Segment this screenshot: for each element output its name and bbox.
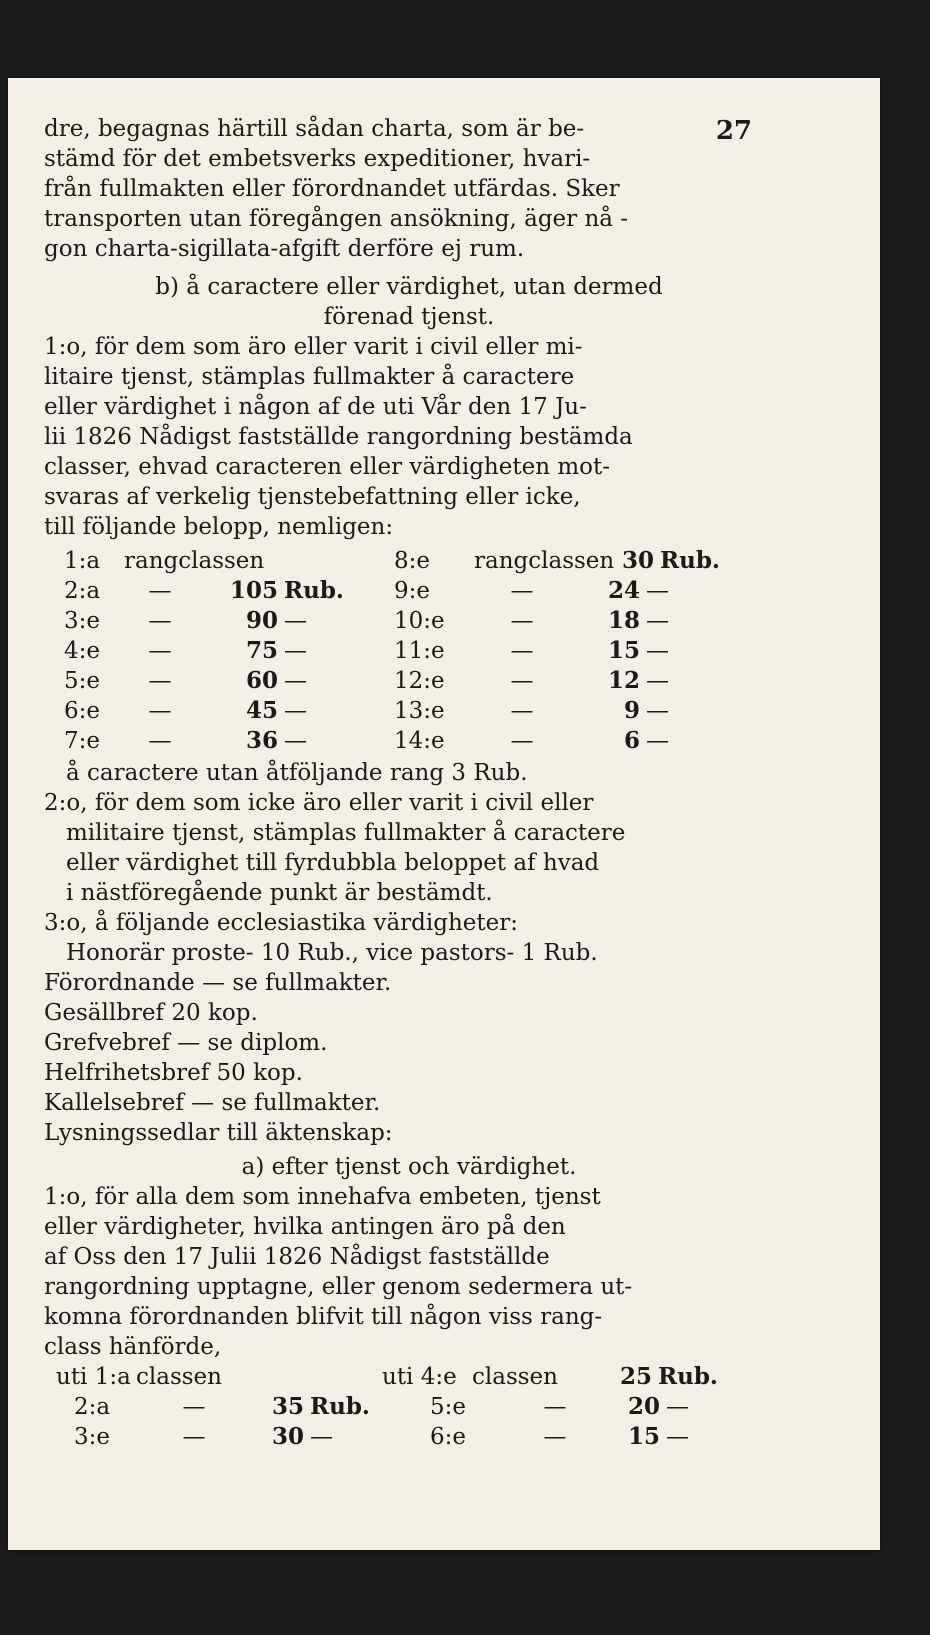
text-line: Helfrihetsbref 50 kop. [44,1060,303,1086]
cell: 3:e [64,608,100,634]
cell: — [510,608,534,634]
text-line: svaras af verkelig tjenstebefattning eller icke, [44,484,581,510]
section-heading-b [44,272,774,332]
text-line: till följande belopp, nemligen: [44,514,394,540]
cell: Rub. [658,1363,718,1390]
cell: — [148,638,172,664]
cell: — [510,728,534,754]
cell: 45 [245,697,278,724]
cell: 90 [245,607,278,634]
cell: 18 [607,607,640,634]
cell: 3:e [74,1424,110,1450]
cell: 105 [229,577,278,604]
text-line: Kallelsebref — se fullmakter. [44,1090,381,1116]
cell: 5:e [430,1394,466,1420]
cell: Rub. [660,547,720,574]
cell: — [646,698,669,724]
cell: — [148,608,172,634]
cell: 15 [607,637,640,664]
cell: — [284,608,307,634]
text-line: 1:o, för dem som äro eller varit i civil eller mi- [44,334,583,360]
rang-table [44,546,774,756]
cell: — [543,1394,567,1420]
cell: — [284,668,307,694]
cell: 14:e [394,728,445,754]
cell: classen [472,1364,558,1390]
cell: — [666,1424,689,1450]
text-line: eller värdighet till fyrdubbla beloppet af hvad [66,850,600,876]
cell: — [510,698,534,724]
paragraph-1o [44,332,774,542]
cell: Rub. [284,577,344,604]
table-row [44,546,774,576]
text-line: af Oss den 17 Julii 1826 Nådigst fastställde [44,1244,550,1270]
text-line: Honorär proste- 10 Rub., vice pastors- 1 Rub. [66,940,598,966]
text-line: stämd för det embetsverks expeditioner, hvari- [44,146,591,172]
cell: 15 [627,1423,660,1450]
cell: — [646,728,669,754]
cell: — [284,638,307,664]
cell: 9 [623,697,640,724]
text-line: litaire tjenst, stämplas fullmakter å caractere [44,364,575,390]
cell: 8:e [394,548,430,574]
cell: 11:e [394,638,445,664]
table-row [44,1362,774,1392]
cell: 6 [623,727,640,754]
table-row [44,576,774,606]
cell: — [646,668,669,694]
cell: — [310,1424,333,1450]
book-page [8,78,880,1550]
table-row [44,726,774,756]
cell: 7:e [64,728,100,754]
text-line: classer, ehvad caracteren eller värdigheten mot- [44,454,611,480]
text-line: dre, begagnas härtill sådan charta, som är be- [44,116,585,142]
text-line: eller värdighet i någon af de uti Vår den 17 Ju- [44,394,587,420]
table-row [44,666,774,696]
cell: 13:e [394,698,445,724]
cell: 5:e [64,668,100,694]
cell: — [510,638,534,664]
text-line: class hänförde, [44,1334,222,1360]
heading-line: a) efter tjenst och värdighet. [241,1154,577,1180]
table-row [44,1392,774,1422]
cell: 6:e [64,698,100,724]
cell: — [284,728,307,754]
text-line: Förordnande — se fullmakter. [44,970,392,996]
cell: 2:a [64,578,101,604]
text-line: Grefvebref — se diplom. [44,1030,328,1056]
cell: — [666,1394,689,1420]
cell: 6:e [430,1424,466,1450]
cell: 12 [607,667,640,694]
text-line: rangordning upptagne, eller genom sedermera ut- [44,1274,633,1300]
cell: uti 1:a [56,1364,131,1390]
text-line: Gesällbref 20 kop. [44,1000,258,1026]
text-line: å caractere utan åtföljande rang 3 Rub. [66,760,528,786]
cell: Rub. [310,1393,370,1420]
text-line: transporten utan föregången ansökning, äger nå - [44,206,629,232]
heading-line: b) å caractere eller värdighet, utan dermed [155,274,663,300]
cell: — [646,608,669,634]
text-line: militaire tjenst, stämplas fullmakter å caractere [66,820,626,846]
text-line: 3:o, å följande ecclesiastika värdigheter: [44,910,518,936]
cell: 12:e [394,668,445,694]
text-line: från fullmakten eller förordnandet utfärdas. Sker [44,176,620,202]
cell: — [148,728,172,754]
cell: 20 [627,1393,660,1420]
text-line: lii 1826 Nådigst fastställde rangordning bestämda [44,424,633,450]
text-line: eller värdigheter, hvilka antingen äro på den [44,1214,566,1240]
cell: — [646,578,669,604]
cell: — [646,638,669,664]
table-row [44,1422,774,1452]
class-table [44,1362,774,1452]
cell: 10:e [394,608,445,634]
paragraph-intro [44,114,774,264]
table-row [44,606,774,636]
cell: 30 [271,1423,304,1450]
paragraph-lysning-1o [44,1182,774,1362]
cell: — [510,578,534,604]
cell: — [510,668,534,694]
text-line: 2:o, för dem som icke äro eller varit i civil eller [44,790,594,816]
text-line: komna förordnanden blifvit till någon viss rang- [44,1304,603,1330]
cell: 60 [245,667,278,694]
cell: rangclassen [124,548,265,574]
cell: — [182,1424,206,1450]
text-line: 1:o, för alla dem som innehafva embeten, tjenst [44,1184,601,1210]
cell: classen [136,1364,222,1390]
section-heading-a [44,1152,774,1182]
cell: — [148,698,172,724]
cell: — [148,578,172,604]
table-row [44,636,774,666]
cell: uti 4:e [382,1364,457,1390]
page-number: 27 [715,116,752,146]
cell: 75 [245,637,278,664]
table-row [44,696,774,726]
cell: 35 [271,1393,304,1420]
text-line: Lysningssedlar till äktenskap: [44,1120,393,1146]
cell: — [148,668,172,694]
heading-line: förenad tjenst. [323,304,495,330]
cell: 36 [245,727,278,754]
cell: 9:e [394,578,430,604]
text-line: i nästföregående punkt är bestämdt. [66,880,493,906]
cell: 24 [607,577,640,604]
text-line: gon charta-sigillata-afgift derföre ej rum. [44,236,525,262]
cell: 25 [619,1363,652,1390]
cell: 2:a [74,1394,111,1420]
cell: rangclassen [474,548,615,574]
page-content [44,114,774,1452]
cell: — [543,1424,567,1450]
cell: 1:a [64,548,101,574]
cell: 30 [621,547,654,574]
cell: 4:e [64,638,100,664]
paragraph-2o-3o [44,758,774,1148]
cell: — [182,1394,206,1420]
cell: — [284,698,307,724]
